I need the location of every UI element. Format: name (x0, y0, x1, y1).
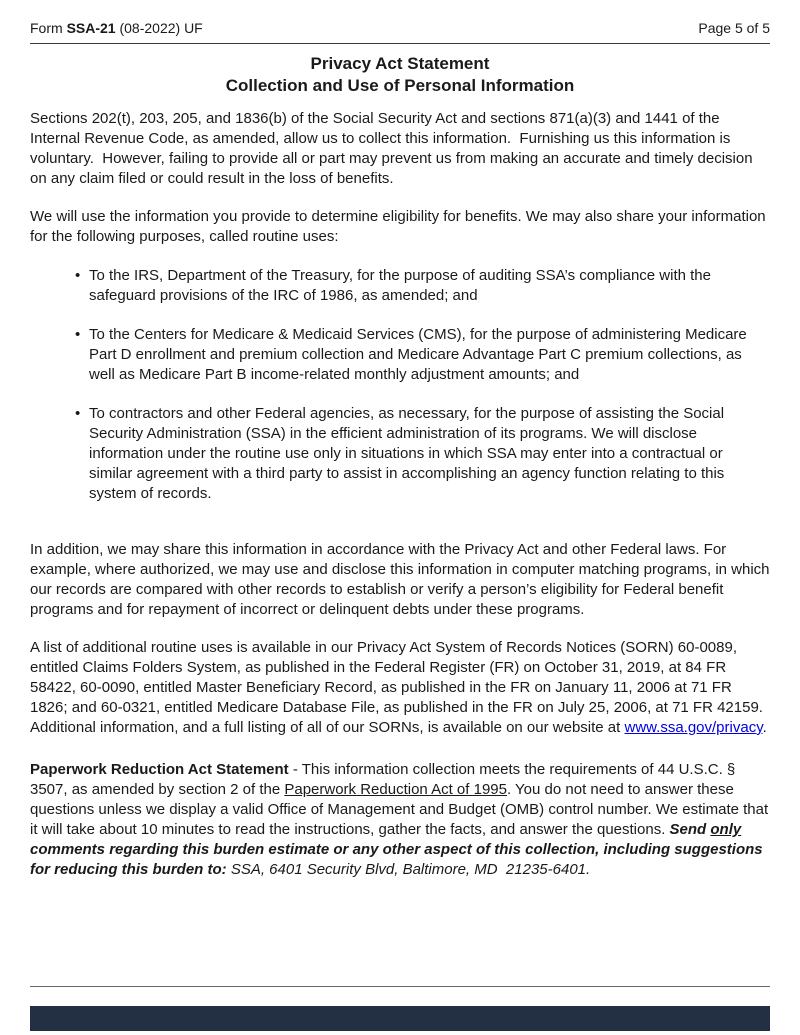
page-number-label: Page 5 of 5 (698, 20, 770, 36)
document-title (0, 53, 800, 97)
paperwork-burden-emphasis: comments regarding this burden estimate or any other aspect of this collection, including suggestions for reducing this burden to: (30, 821, 767, 878)
form-prefix: Form (30, 20, 67, 36)
routine-uses-list (75, 266, 762, 504)
form-number: SSA-21 (66, 20, 116, 36)
sorn-text: A list of additional routine uses is available in our Privacy Act System of Records Notices (SORN) 60-0089, entitled Claims Folders System, as published in the Federal Register (FR) on October 31, 2019, at 84 FR 58422, 60-0090, entitled Master Beneficiary Record, as published in the FR on January 11, 2006 at 71 FR 1826; and 60-0321, entitled Medicare Database File, as published in the FR on July 25, 2006, at 71 FR 42159. Additional information, and a full listing of all of our SORNs, is available on our website at (30, 639, 771, 736)
bullet-icon: • (75, 326, 81, 343)
privacy-website-link[interactable]: www.ssa.gov/privacy (624, 719, 763, 736)
paragraph-legal-authority: Sections 202(t), 203, 205, and 1836(b) of the Social Security Act and sections 871(a)(3) and 1441 of the Internal Revenue Code, as amended, allow us to collect this information. Furnishing us this information is voluntary. However, failing to provide all or part may prevent us from making an accurate and timely decision on any claim filed or could result in the loss of benefits. (30, 110, 757, 187)
paperwork-text-2: . You do not need to answer these questions unless we display a valid Office of Management and Budget (OMB) control number. We estimate that it will take about 10 minutes to read the instructions, gather the facts, and answer the questions. (30, 781, 773, 838)
paragraph-sorn (30, 638, 772, 738)
paperwork-send-emphasis: Send (669, 821, 711, 838)
form-suffix: (08-2022) UF (115, 20, 203, 36)
paragraph-routine-uses-intro: We will use the information you provide to determine eligibility for benefits. We may also share your information for the following purposes, called routine uses: (30, 208, 770, 245)
list-item-text: To contractors and other Federal agencies, as necessary, for the purpose of assisting the Social Security Administration (SSA) in the efficient administration of its programs. We will disclose information under the routine use only in situations in which SSA may enter into a contractual or similar agreement with a third party to assist in accomplishing an agency function relating to this system of records. (89, 405, 729, 502)
document-body (0, 109, 800, 880)
paragraph-paperwork-reduction (30, 760, 772, 880)
form-identifier (30, 20, 203, 36)
bullet-icon: • (75, 405, 81, 422)
paperwork-act-underlined: Paperwork Reduction Act of 1995 (284, 781, 507, 798)
sorn-period: . (762, 719, 767, 736)
title-line-1: Privacy Act Statement (310, 54, 490, 73)
footer-rule (30, 986, 770, 987)
list-item-text: To the IRS, Department of the Treasury, for the purpose of auditing SSA’s compliance with the safeguard provisions of the IRC of 1986, as amended; and (89, 267, 716, 304)
paperwork-heading: Paperwork Reduction Act Statement (30, 761, 289, 778)
page-header (0, 0, 800, 36)
list-item (75, 404, 762, 504)
list-item (75, 266, 762, 306)
paperwork-text-1: - This information collection meets the requirements of 44 U.S.C. § 3507, as amended by section 2 of the (30, 761, 740, 798)
list-item (75, 325, 762, 385)
paperwork-address: SSA, 6401 Security Blvd, Baltimore, MD 21235-6401. (230, 861, 591, 878)
list-item-text: To the Centers for Medicare & Medicaid Services (CMS), for the purpose of administering Medicare Part D enrollment and premium collection and Medicare Advantage Part C premium collections, as well as Medicare Part B income-related monthly adjustment amounts; and (89, 326, 751, 383)
header-rule (30, 43, 770, 44)
paperwork-only-emphasis: only (710, 821, 742, 838)
footer-bar (30, 1006, 770, 1031)
paragraph-privacy-act-sharing: In addition, we may share this information in accordance with the Privacy Act and other Federal laws. For example, where authorized, we may use and disclose this information in computer matching programs, in which our records are compared with other records to establish or verify a person’s eligibility for Federal benefit programs and for repayment of incorrect or delinquent debts under these programs. (30, 541, 774, 618)
bullet-icon: • (75, 267, 81, 284)
title-line-2: Collection and Use of Personal Information (225, 76, 575, 95)
